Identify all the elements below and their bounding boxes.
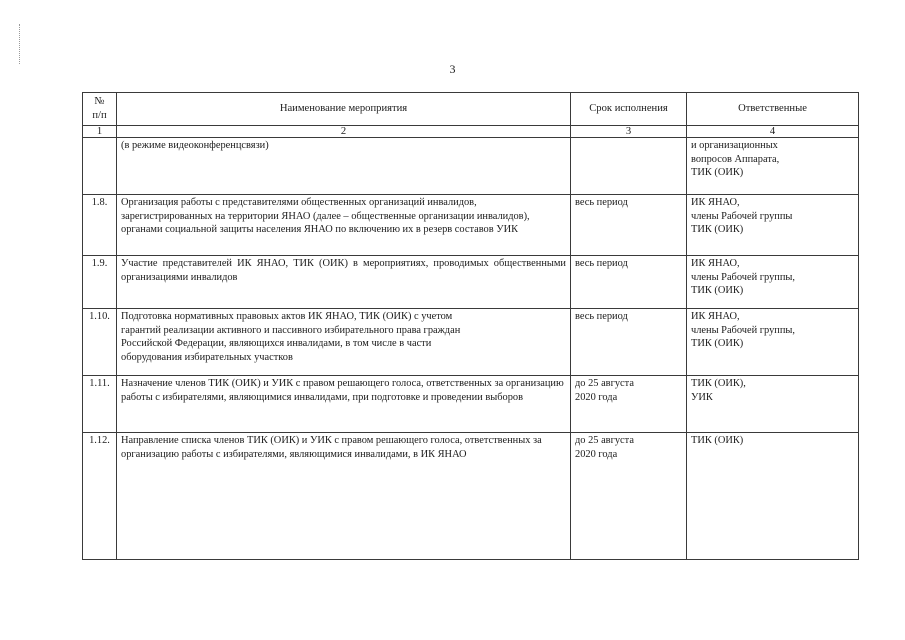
- page-number: 3: [449, 62, 456, 76]
- event-name: Подготовка нормативных правовых актов ИК ЯНАО, ТИК (ОИК) с учетом гарантий реализации активного и пассивного избирательного права граждан Российской Федерации, являющихся инвалидами, в том числе в части оборудования избирательных участков: [117, 309, 571, 376]
- responsible: ТИК (ОИК), УИК: [687, 376, 859, 433]
- table-row: [83, 376, 859, 433]
- events-table: [82, 92, 859, 560]
- event-name: (в режиме видеоконференцсвязи): [117, 138, 571, 195]
- table-row: [83, 256, 859, 309]
- deadline: [571, 138, 687, 195]
- row-number: 1.12.: [83, 433, 117, 560]
- column-number: 2: [117, 126, 571, 138]
- responsible: ИК ЯНАО, члены Рабочей группы ТИК (ОИК): [687, 195, 859, 256]
- table-row: [83, 195, 859, 256]
- header-event-name: Наименование мероприятия: [117, 93, 571, 126]
- header-number: № п/п: [83, 93, 117, 126]
- table-row: [83, 138, 859, 195]
- scan-margin-mark: [19, 24, 20, 64]
- column-number: 3: [571, 126, 687, 138]
- column-number: 4: [687, 126, 859, 138]
- deadline: весь период: [571, 256, 687, 309]
- column-number-row: [83, 126, 859, 138]
- row-number: 1.10.: [83, 309, 117, 376]
- row-number: 1.8.: [83, 195, 117, 256]
- row-number: 1.9.: [83, 256, 117, 309]
- deadline: до 25 августа 2020 года: [571, 376, 687, 433]
- table-header-row: [83, 93, 859, 126]
- column-number: 1: [83, 126, 117, 138]
- row-number: [83, 138, 117, 195]
- event-name: Участие представителей ИК ЯНАО, ТИК (ОИК) в мероприятиях, проводимых общественными организациями инвалидов: [117, 256, 571, 309]
- event-name: Организация работы с представителями общественных организаций инвалидов, зарегистрированных на территории ЯНАО (далее – общественные организации инвалидов), органами социальной защиты населения ЯНАО по включению их в резерв составов УИК: [117, 195, 571, 256]
- responsible: ИК ЯНАО, члены Рабочей группы, ТИК (ОИК): [687, 256, 859, 309]
- responsible: и организационных вопросов Аппарата, ТИК (ОИК): [687, 138, 859, 195]
- table-row: [83, 433, 859, 560]
- table-row: [83, 309, 859, 376]
- deadline: весь период: [571, 309, 687, 376]
- responsible: ИК ЯНАО, члены Рабочей группы, ТИК (ОИК): [687, 309, 859, 376]
- responsible: ТИК (ОИК): [687, 433, 859, 560]
- row-number: 1.11.: [83, 376, 117, 433]
- deadline: весь период: [571, 195, 687, 256]
- header-deadline: Срок исполнения: [571, 93, 687, 126]
- deadline: до 25 августа 2020 года: [571, 433, 687, 560]
- header-responsible: Ответственные: [687, 93, 859, 126]
- event-name: Направление списка членов ТИК (ОИК) и УИК с правом решающего голоса, ответственных за организацию работы с избирателями, являющимися инвалидами, в ИК ЯНАО: [117, 433, 571, 560]
- event-name: Назначение членов ТИК (ОИК) и УИК с правом решающего голоса, ответственных за организацию работы с избирателями, являющимися инвалидами, при подготовке и проведении выборов: [117, 376, 571, 433]
